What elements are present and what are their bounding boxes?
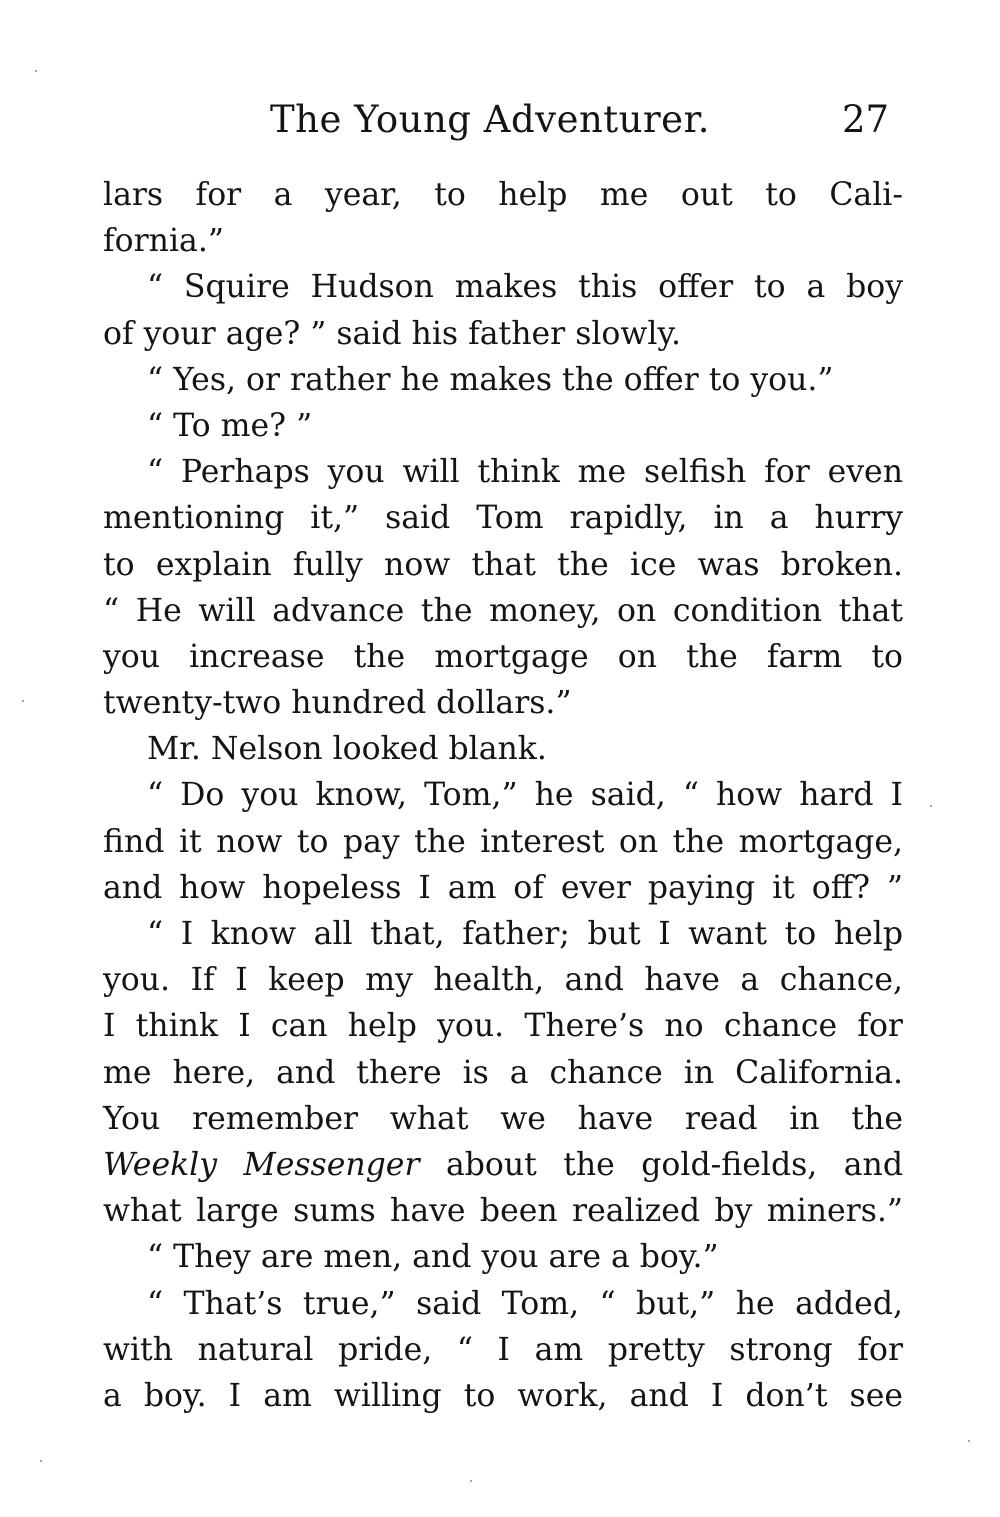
scan-speck [35,70,37,72]
text-line: to explain fully now that the ice was broken. [103,546,903,583]
page-header [0,98,1000,158]
text-line: “ Yes, or rather he makes the offer to you.” [147,361,834,398]
text-line: “ Perhaps you will think me selfish for even [147,454,903,491]
text-line: “ Do you know, Tom,” he said, “ how hard I [147,777,903,814]
scan-speck [930,805,932,807]
text-line-with-italic [103,1142,903,1188]
text-line: “ He will advance the money, on condition that [103,592,903,629]
scan-speck [470,1480,472,1482]
text-line: find it now to pay the interest on the mortgage, [103,823,903,860]
scan-speck [968,1440,970,1442]
text-line-remainder: about the gold-fields, and [445,1146,903,1183]
text-line: Mr. Nelson looked blank. [147,731,547,768]
text-line: of your age? ” said his father slowly. [103,315,682,352]
text-line: “ Squire Hudson makes this offer to a boy [147,269,903,306]
text-line: me here, and there is a chance in California. [103,1054,903,1091]
running-title: The Young Adventurer. [270,98,710,141]
text-line: a boy. I am willing to work, and I don’t see [103,1377,903,1414]
text-line: you increase the mortgage on the farm to [103,638,903,675]
page-number: 27 [842,98,890,141]
text-line: lars for a year, to help me out to Cali- [103,177,903,213]
text-line: you. If I keep my health, and have a chance, [103,962,903,999]
body-text [103,172,903,1419]
text-line: “ I know all that, father; but I want to help [147,916,903,952]
text-line: twenty-two hundred dollars.” [103,685,572,722]
scan-speck [40,1460,42,1462]
text-line: I think I can help you. There’s no chance for [103,1008,903,1045]
text-line: “ They are men, and you are a boy.” [147,1239,719,1276]
text-line: mentioning it,” said Tom rapidly, in a hurry [103,500,903,537]
text-line: “ To me? ” [147,407,313,444]
newspaper-name: Weekly Messenger [103,1146,420,1183]
text-line: “ That’s true,” said Tom, “ but,” he added, [147,1285,903,1322]
text-line: with natural pride, “ I am pretty strong for [103,1331,903,1368]
scan-speck [22,700,24,702]
text-line: and how hopeless I am of ever paying it off? ” [103,869,903,906]
text-line: You remember what we have read in the [103,1100,903,1137]
text-line: what large sums have been realized by miners.” [103,1193,903,1230]
text-line: fornia.” [103,223,224,260]
